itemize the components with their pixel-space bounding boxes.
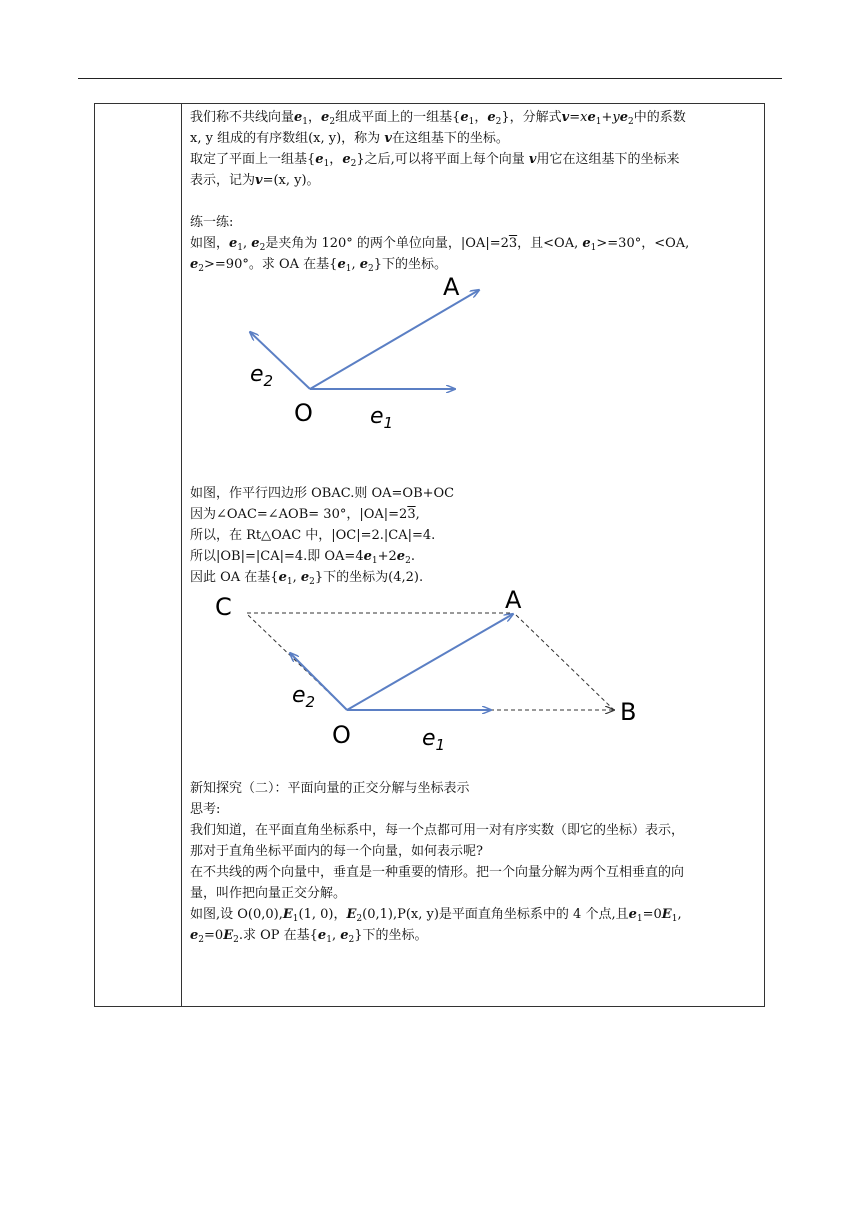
think-line-6: $e_2=0E_2$.求 OP 在基{$e_1$, $e_2$}下的坐标。	[190, 928, 428, 945]
label-b: B	[620, 698, 637, 726]
content-table	[94, 103, 765, 1007]
label-o: O	[294, 399, 313, 427]
question-line-1: 如图，$e_1$, $e_2$是夹角为 120° 的两个单位向量，|OA|=23，且<OA, $e_1>=30^\circ$，<OA,	[190, 236, 690, 253]
question-line-2: $e_2>=90^\circ$。求 OA 在基{$e_1$, $e_2$}下的坐标。	[190, 257, 448, 274]
label-o: O	[332, 721, 351, 749]
definition-line-2: x, y 组成的有序数组(x, y)，称为 v在这组基下的坐标。	[190, 131, 509, 146]
label-a: A	[443, 275, 460, 301]
solution-line-1: 如图，作平行四边形 OBAC.则 OA=OB+OC	[190, 486, 455, 501]
section-title-2: 新知探究（二）：平面向量的正交分解与坐标表示	[190, 781, 470, 796]
think-line-1: 我们知道，在平面直角坐标系中，每一个点都可用一对有序实数（即它的坐标）表示，	[190, 823, 685, 838]
label-e1: $e_1$	[370, 404, 394, 432]
definition-line-3: 取定了平面上一组基{$e_1$，$e_2$}之后,可以将平面上每个向量 v用它在这组基下的坐标来	[190, 152, 680, 169]
think-line-3: 在不共线的两个向量中，垂直是一种重要的情形。把一个向量分解为两个互相垂直的向	[190, 865, 685, 880]
think-line-4: 量，叫作把向量正交分解。	[190, 886, 347, 901]
practice-title: 练一练:	[190, 215, 234, 230]
vector-oa	[347, 614, 513, 710]
dashed-ab	[516, 615, 614, 710]
label-e2: $e_2$	[292, 683, 316, 711]
think-line-2: 那对于直角坐标平面内的每一个向量，如何表示呢?	[190, 844, 483, 859]
label-a: A	[505, 588, 522, 614]
label-e2: $e_2$	[250, 362, 274, 390]
label-e1: $e_1$	[422, 726, 446, 754]
content-cell	[190, 107, 758, 946]
vector-figure-2	[190, 588, 758, 778]
definition-line-1: 我们称不共线向量$e_1$，$e_2$组成平面上的一组基{$e_1$，$e_2$}，分解式$v=xe_1+ye_2$中的系数	[190, 110, 686, 127]
definition-line-4: 表示，记为v=(x, y)。	[190, 173, 320, 188]
solution-line-3: 所以，在 Rt△OAC 中，|OC|=2.|CA|=4.	[190, 528, 436, 543]
think-line-5: 如图,设 $O(0,0),E_1(1$, 0)，$E_2(0,1),P(x$, y)是平面直角坐标系中的 4 个点,且$e_1=0E_1$,	[190, 907, 682, 924]
spacer	[190, 191, 758, 212]
left-column-cell	[95, 104, 182, 1006]
vector-figure-1	[190, 275, 758, 483]
think-label: 思考:	[190, 802, 221, 817]
solution-line-2: 因为∠OAC=∠AOB= 30°，|OA|=23,	[190, 507, 420, 522]
header-rule	[78, 78, 782, 79]
label-c: C	[215, 593, 232, 621]
vector-oa	[310, 290, 479, 389]
solution-line-4: 所以|OB|=|CA|=4.即 $OA=4e_1+2e_2$.	[190, 549, 415, 566]
solution-line-5: 因此 OA 在基{$e_1$, $e_2$}下的坐标为(4,2).	[190, 570, 424, 587]
